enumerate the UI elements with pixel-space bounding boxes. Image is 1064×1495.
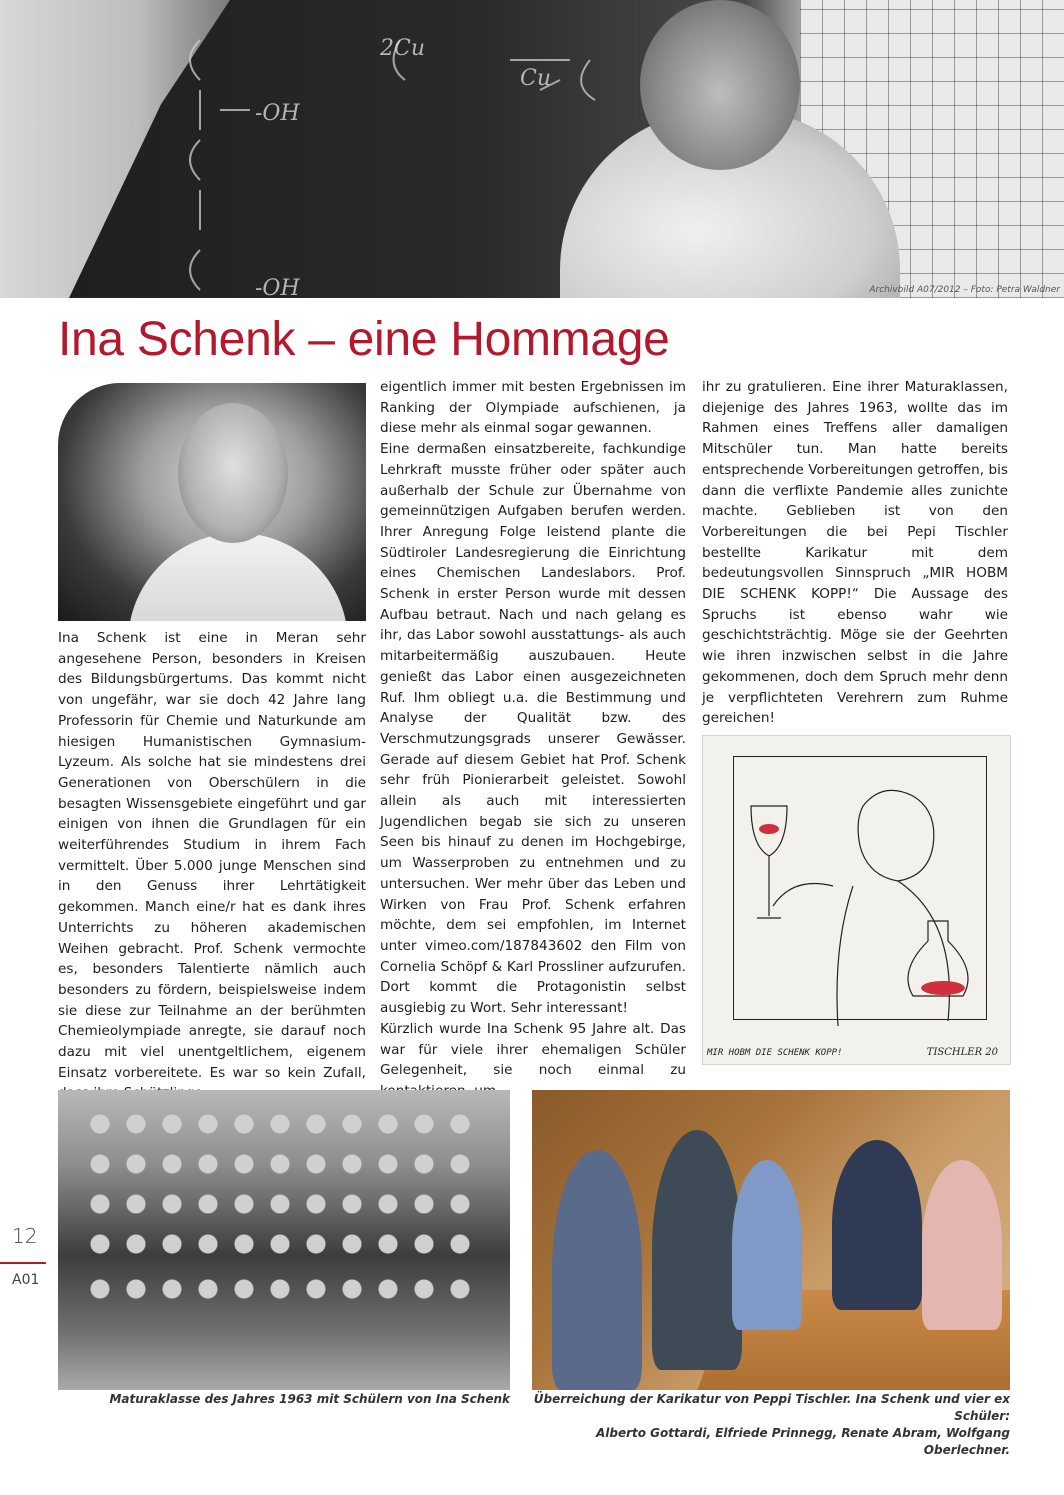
issue-code: A01	[12, 1272, 40, 1288]
caption-line: Überreichung der Karikatur von Peppi Tischler. Ina Schenk und vier ex Schüler:	[533, 1392, 1010, 1423]
svg-text:-OH: -OH	[255, 101, 300, 126]
photo-row	[88, 1190, 480, 1230]
text-column-3	[702, 377, 1008, 752]
caricature-signature: TISCHLER 20	[926, 1047, 998, 1058]
page-number: 12	[12, 1224, 38, 1248]
paragraph: Ina Schenk ist eine in Meran sehr angesehene Person, besonders in Kreisen des Bildungsbürgertums. Das kommt nicht von ungefähr, war sie doch 42 Jahre lang Professorin für Chemie und Naturkunde am hiesigen Humanistischen Gymnasium-Lyzeum. Als solche hat sie mindestens drei Generationen von Oberschülern in die besagten Wissensgebiete eingeführt und gar einigen von ihnen die Grundlagen für ein weiterführendes Studium in ihrem Fach vermittelt. Über 5.000 junge Menschen sind in den Genuss ihrer Lehrtätigkeit gekommen. Manch eine/r hat es dank ihres Unterrichts zu höheren akademischen Weihen gebracht. Prof. Schenk vermochte es, besonders Talentierte nämlich auch besonders zu fördern, beispielsweise indem sie diese zur Teilnahme an der berühmten Chemieolympiade anregte, sie darauf noch dazu mit viel unentgeltlichem, eigenem Einsatz vorbereitete. Es war so kein Zufall,	[58, 630, 366, 1081]
portrait-photo	[58, 383, 366, 621]
photo-row	[88, 1110, 480, 1150]
svg-text:Cu: Cu	[520, 66, 552, 91]
photo-row	[88, 1150, 480, 1190]
hero-head	[640, 0, 800, 170]
person	[652, 1130, 742, 1370]
paragraph: Eine dermaßen einsatzbereite, fachkundige Lehrkraft musste früher oder später auch außerhalb der Schule zur Übernahme von gemeinnützigen Aufgaben berufen werden. Ihrer Anregung Folge leistend plante die Südtiroler Landesregierung die Einrichtung eines Chemischen Landeslabors. Prof. Schenk in erster Person wurde mit dessen Aufbau betraut. Nach und nach gelang es ihr, das Labor sowohl ausstattungs- als auch mitarbeitermäßig auszubauen. Heute genießt das Labor einen ausgezeichneten Ruf. Ihm obliegt u.a. die Bestimmung und Analyse der Qualität bzw. des Verschmutzungsgrads unserer Gewässer. Gerade auf diesem Gebiet hat Prof. Schenk sehr früh Pionierarbeit geleistet. Sowohl allein als auch mit interessierten Jugendlichen begab sie sich zu unseren Seen bis hinauf zu denen im Hochgebirge, um Wasserproben zu entnehmen und zu untersuchen. Wer mehr über das Leben und Wirken von Frau Prof. Schenk erfahren möchte, dem sei empfohlen, im Internet unter vimeo.com/187843602 den Film von Cornelia Schöpf & Karl Prossliner aufzurufen. Dort kommt die Protagonistin selbst ausgiebig zu Wort. Sehr interessant!	[380, 441, 686, 1017]
text-column-2	[380, 377, 686, 1102]
page-number-rule	[0, 1262, 46, 1264]
person	[922, 1160, 1002, 1330]
photo-row	[88, 1230, 480, 1270]
cafe-photo	[532, 1090, 1010, 1390]
person	[832, 1140, 922, 1310]
paragraph: eigentlich immer mit besten Ergebnissen im Ranking der Olympiade aufschienen, ja diese mehr als einmal sogar gewannen.	[380, 379, 686, 437]
photo-row	[88, 1275, 480, 1315]
paragraph: Kürzlich wurde Ina Schenk 95 Jahre alt. Das war für viele ihrer ehemaligen Schüler Gelegenheit, sie noch einmal zu	[380, 1020, 686, 1079]
caricature-drawing	[702, 735, 1011, 1065]
paragraph: ihr zu gratulieren. Eine ihrer Maturaklassen, diejenige des Jahres 1963, wollte das im Rahmen eines Treffens aller damaligen Mitschüler tun. Man hatte bereits entsprechende Vorbereitungen getroffen, bis dann die verflixte Pandemie alles zunichte machte. Geblieben ist von den Vorbereitungen die bei Pepi Tischler bestellte Karikatur mit dem bedeutungsvollen Sinnspruch „MIR HOBM DIE SCHENK KOPP!“ Die Aussage des Spruchs ist ebenso wahr wie geschichtsträchtig. Möge sie der Geehrten wie ihren inzwischen selbst in die Jahre gekommenen, doch dem Spruch mehr denn je verpflichteten Verehrern zum Ruhme gereichen!	[702, 379, 1008, 727]
person	[732, 1160, 802, 1330]
caricature-sketch	[703, 736, 1010, 1064]
portrait-face	[178, 403, 288, 543]
cafe-photo-caption	[532, 1391, 1010, 1459]
person	[552, 1150, 642, 1390]
caricature-handwritten-caption: MIR HOBM DIE SCHENK KOPP!	[707, 1048, 843, 1058]
hero-photo	[0, 0, 1064, 298]
portrait-coat	[128, 533, 348, 621]
hero-photo-credit: Archivbild A07/2012 – Foto: Petra Waldner	[869, 285, 1060, 295]
class-photo-1963	[58, 1090, 510, 1390]
text-column-1	[58, 628, 366, 1104]
class-photo-caption: Maturaklasse des Jahres 1963 mit Schülern von Ina Schenk	[109, 1392, 510, 1406]
caption-line: Alberto Gottardi, Elfriede Prinnegg, Renate Abram, Wolfgang Oberlechner.	[595, 1426, 1010, 1457]
svg-text:2Cu: 2Cu	[380, 36, 425, 61]
article-title: Ina Schenk – eine Hommage	[58, 313, 670, 366]
svg-text:-OH: -OH	[255, 276, 300, 298]
